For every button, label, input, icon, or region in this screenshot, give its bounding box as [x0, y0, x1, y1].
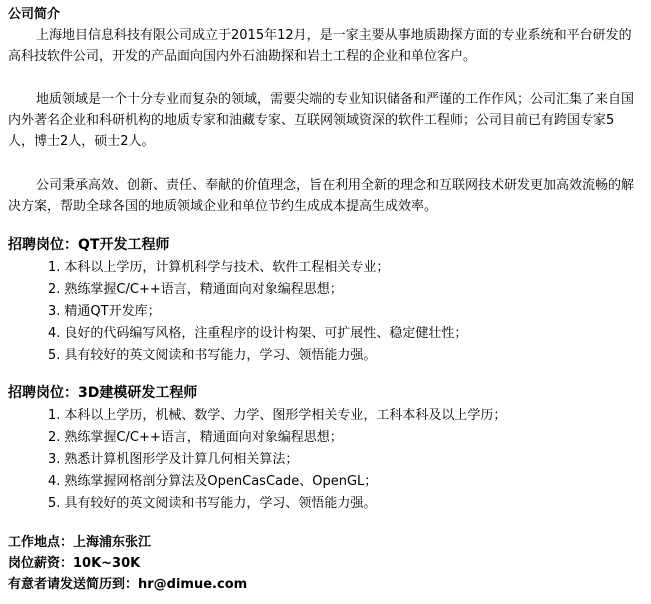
job-label: 招聘岗位： [8, 385, 78, 401]
requirement-number: 2. [48, 430, 61, 445]
requirement-item [48, 407, 506, 425]
salary-range: 岗位薪资：10K~30K [8, 556, 141, 571]
requirement-text: 熟练掌握C/C++语言，精通面向对象编程思想； [64, 282, 343, 297]
job-title: 3D建模研发工程师 [78, 385, 198, 401]
requirement-number: 1. [48, 260, 61, 275]
requirement-item [48, 259, 389, 277]
job-title: QT开发工程师 [78, 237, 170, 253]
job-label: 招聘岗位： [8, 237, 78, 253]
work-location: 工作地点：上海浦东张江 [8, 535, 152, 550]
requirement-text: 具有较好的英文阅读和书写能力，学习、领悟能力强。 [64, 496, 377, 511]
requirement-text: 良好的代码编写风格，注重程序的设计构架、可扩展性、稳定健壮性； [64, 326, 468, 341]
requirement-item [48, 429, 343, 447]
section-title: 公司简介 [8, 7, 61, 22]
requirement-text: 具有较好的英文阅读和书写能力，学习、领悟能力强。 [64, 348, 377, 363]
job-heading-qt [8, 236, 169, 254]
requirement-number: 3. [48, 452, 61, 467]
requirement-item [48, 347, 376, 365]
requirement-item [48, 281, 343, 299]
requirement-text: 本科以上学历，机械、数学、力学、图形学相关专业，工科本科及以上学历； [64, 408, 507, 423]
intro-paragraph-1: 上海地目信息科技有限公司成立于2015年12月，是一家主要从事地质勘探方面的专业系统和平台研发的高科技软件公司，开发的产品面向国内外石油勘探和岩土工程的企业和单位客户。 [8, 28, 632, 64]
requirement-item [48, 451, 298, 469]
requirement-item [48, 495, 376, 513]
requirement-item [48, 473, 377, 491]
contact-email: 有意者请发送简历到：hr@dimue.com [8, 577, 248, 592]
requirement-number: 3. [48, 304, 61, 319]
requirement-text: 熟悉计算机图形学及计算几何相关算法； [64, 452, 299, 467]
requirement-number: 4. [48, 474, 61, 489]
requirement-text: 本科以上学历，计算机科学与技术、软件工程相关专业； [64, 260, 390, 275]
requirement-text: 精通QT开发库； [64, 304, 161, 319]
job-heading-3d [8, 384, 197, 402]
requirement-text: 熟练掌握C/C++语言，精通面向对象编程思想； [64, 430, 343, 445]
intro-paragraph-2: 地质领域是一个十分专业而复杂的领域，需要尖端的专业知识储备和严谨的工作作风；公司汇集了来自国内外著名企业和科研机构的地质专家和油藏专家、互联网领域资深的软件工程师；公司目前已有跨国专家5人，博士2人，硕士2人。 [8, 92, 635, 149]
requirement-number: 5. [48, 496, 61, 511]
requirement-item [48, 303, 161, 321]
requirement-number: 4. [48, 326, 61, 341]
requirement-number: 1. [48, 408, 61, 423]
requirement-number: 2. [48, 282, 61, 297]
intro-paragraph-3: 公司秉承高效、创新、责任、奉献的价值理念，旨在利用全新的理念和互联网技术研发更加高效流畅的解决方案，帮助全球各国的地质领域企业和单位节约生成成本提高生成效率。 [8, 178, 635, 214]
requirement-item [48, 325, 467, 343]
requirement-number: 5. [48, 348, 61, 363]
requirement-text: 熟练掌握网格剖分算法及OpenCasCade、OpenGL； [64, 474, 378, 489]
